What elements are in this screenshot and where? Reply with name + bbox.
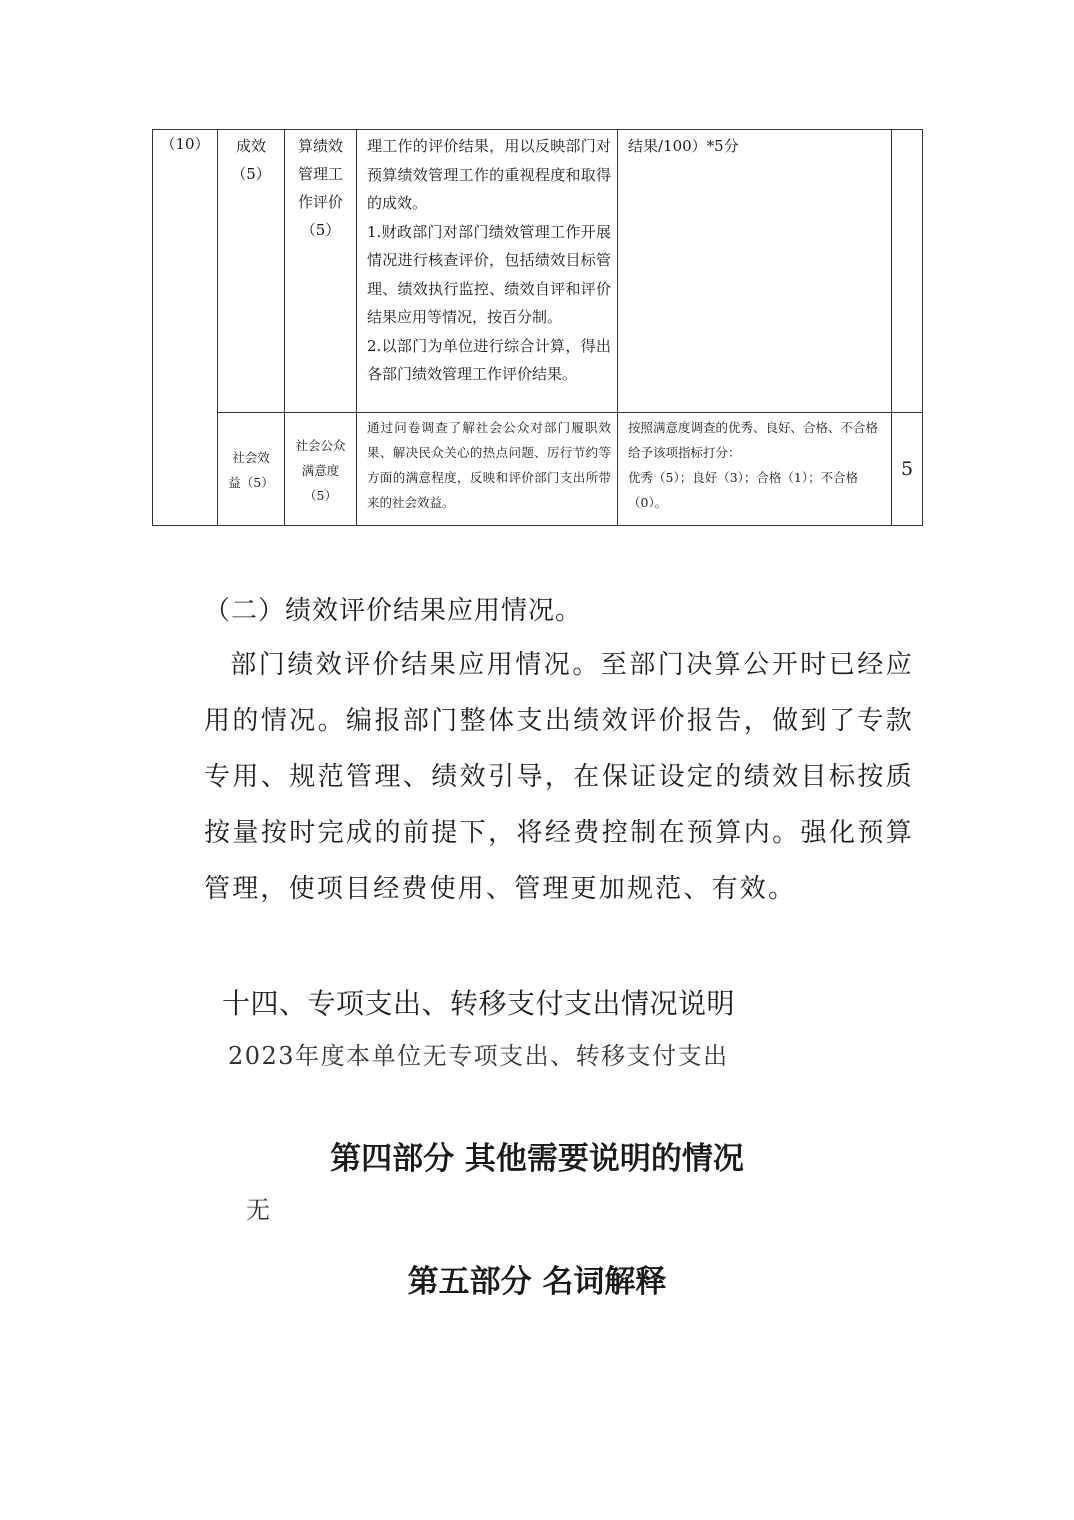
indicator-line: （5） — [304, 487, 337, 503]
indicator-line: 作评价 — [297, 193, 343, 211]
table-cell-category — [218, 130, 285, 413]
table-cell-description — [357, 413, 618, 526]
section-14-text: 2023年度本单位无专项支出、转移支付支出 — [228, 1042, 729, 1070]
category-line: （5） — [231, 165, 271, 183]
standard-text: 按照满意度调查的优秀、良好、合格、不合格给予该项指标打分： — [628, 420, 879, 460]
table-cell-score — [892, 130, 923, 413]
category-line: 社会效 — [232, 450, 270, 465]
table-cell-indicator — [285, 130, 357, 413]
description-paragraph: 2.以部门为单位进行综合计算，得出各部门绩效管理工作评价结果。 — [367, 336, 611, 383]
table-cell-category — [218, 413, 285, 526]
table-cell-standard — [618, 413, 892, 526]
category-line: 成效 — [235, 137, 266, 155]
table-cell-standard — [618, 130, 892, 413]
table-cell-score — [892, 413, 923, 526]
indicator-line: 管理工 — [297, 165, 343, 183]
section-14-heading: 十四、专项支出、转移支付支出情况说明 — [222, 987, 736, 1020]
indicator-line: 满意度 — [301, 462, 340, 478]
description-paragraph: 通过问卷调查了解社会公众对部门履职效果、解决民众关心的热点问题、厉行节约等方面的满意程度，反映和评价部门支出所带来的社会效益。 — [367, 420, 611, 510]
description-paragraph: 1.财政部门对部门绩效管理工作开展情况进行核查评价，包括绩效目标管理、绩效执行监控、绩效自评和评价结果应用等情况，按百分制。 — [367, 222, 611, 326]
indicator-line: 算绩效 — [297, 137, 343, 155]
part-4-heading: 第四部分 其他需要说明的情况 — [330, 1141, 744, 1177]
table-cell-description — [357, 130, 618, 413]
row-index: （10） — [160, 135, 210, 153]
paragraph-text: 部门绩效评价结果应用情况。至部门决算公开时已经应用的情况。编报部门整体支出绩效评价报告，做到了专款专用、规范管理、绩效引导，在保证设定的绩效目标按质按量按时完成的前提下，将经费控制在预算内。强化预算管理，使项目经费使用、管理更加规范、有效。 — [204, 650, 914, 904]
table-row — [153, 413, 923, 526]
table-cell-index — [153, 130, 218, 526]
indicator-line: 社会公众 — [295, 437, 346, 453]
part-4-text: 无 — [246, 1196, 270, 1224]
standard-text: 结果/100）*5分 — [628, 137, 739, 155]
section-paragraph — [204, 637, 914, 917]
category-line: 益（5） — [228, 475, 274, 490]
standard-text: 优秀（5）；良好（3）；合格（1）；不合格（0）。 — [628, 470, 859, 510]
performance-table — [152, 129, 923, 526]
description-paragraph: 理工作的评价结果，用以反映部门对预算绩效管理工作的重视程度和取得的成效。 — [367, 137, 611, 212]
table-cell-indicator — [285, 413, 357, 526]
section-heading: （二）绩效评价结果应用情况。 — [204, 596, 583, 626]
part-5-heading: 第五部分 名词解释 — [407, 1264, 667, 1300]
score-value: 5 — [900, 458, 914, 480]
indicator-line: （5） — [300, 221, 341, 239]
table-row — [153, 130, 923, 413]
